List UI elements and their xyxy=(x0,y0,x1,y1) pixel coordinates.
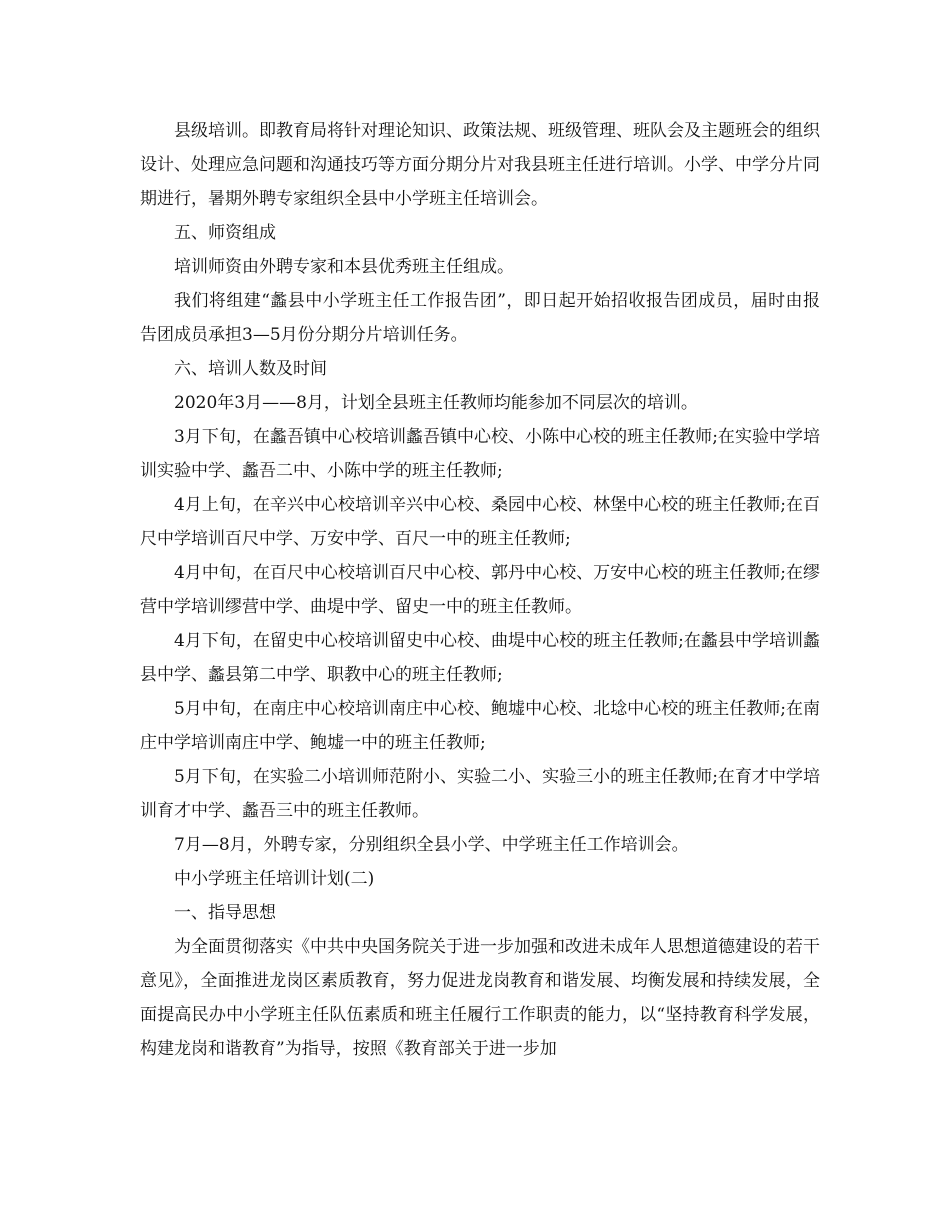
paragraph-april-late: 4月下旬，在留史中心校培训留史中心校、曲堤中心校的班主任教师;在蠡县中学培训蠡县中学、蠡县第二中学、职教中心的班主任教师; xyxy=(140,631,820,685)
heading-plan-two: 中小学班主任培训计划(二) xyxy=(174,869,375,889)
paragraph-july-august: 7月—8月，外聘专家，分别组织全县小学、中学班主任工作培训会。 xyxy=(174,835,689,855)
paragraph-report-group: 我们将组建“蠡县中小学班主任工作报告团”，即日起开始招收报告团成员，届时由报告团成员承担3—5月份分期分片培训任务。 xyxy=(140,291,820,345)
heading-participants-time: 六、培训人数及时间 xyxy=(174,359,327,379)
heading-guiding-ideology: 一、指导思想 xyxy=(174,903,276,923)
paragraph-guiding-ideology: 为全面贯彻落实《中共中央国务院关于进一步加强和改进未成年人思想道德建设的若干意见》，全面推进龙岗区素质教育，努力促进龙岗教育和谐发展、均衡发展和持续发展，全面提高民办中小学班主任队伍素质和班主任履行工作职责的能力，以“坚持教育科学发展，构建龙岗和谐教育”为指导，按照《教育部关于进一步加 xyxy=(140,937,820,1059)
paragraph-april-mid: 4月中旬，在百尺中心校培训百尺中心校、郭丹中心校、万安中心校的班主任教师;在缪营中学培训缪营中学、曲堤中学、留史一中的班主任教师。 xyxy=(140,563,820,617)
document-page xyxy=(140,114,820,1066)
paragraph-march-late: 3月下旬，在蠡吾镇中心校培训蠡吾镇中心校、小陈中心校的班主任教师;在实验中学培训实验中学、蠡吾二中、小陈中学的班主任教师; xyxy=(140,427,820,481)
paragraph-schedule-overview: 2020年3月——8月，计划全县班主任教师均能参加不同层次的培训。 xyxy=(174,393,698,413)
paragraph-teacher-source: 培训师资由外聘专家和本县优秀班主任组成。 xyxy=(174,257,514,277)
paragraph-county-training: 县级培训。即教育局将针对理论知识、政策法规、班级管理、班队会及主题班会的组织设计、处理应急问题和沟通技巧等方面分期分片对我县班主任进行培训。小学、中学分片同期进行，暑期外聘专家组织全县中小学班主任培训会。 xyxy=(140,121,820,209)
paragraph-may-mid: 5月中旬，在南庄中心校培训南庄中心校、鲍墟中心校、北埝中心校的班主任教师;在南庄中学培训南庄中学、鲍墟一中的班主任教师; xyxy=(140,699,820,753)
paragraph-may-late: 5月下旬，在实验二小培训师范附小、实验二小、实验三小的班主任教师;在育才中学培训育才中学、蠡吾三中的班主任教师。 xyxy=(140,767,820,821)
heading-teacher-composition: 五、师资组成 xyxy=(174,223,276,243)
paragraph-april-early: 4月上旬，在辛兴中心校培训辛兴中心校、桑园中心校、林堡中心校的班主任教师;在百尺中学培训百尺中学、万安中学、百尺一中的班主任教师; xyxy=(140,495,820,549)
